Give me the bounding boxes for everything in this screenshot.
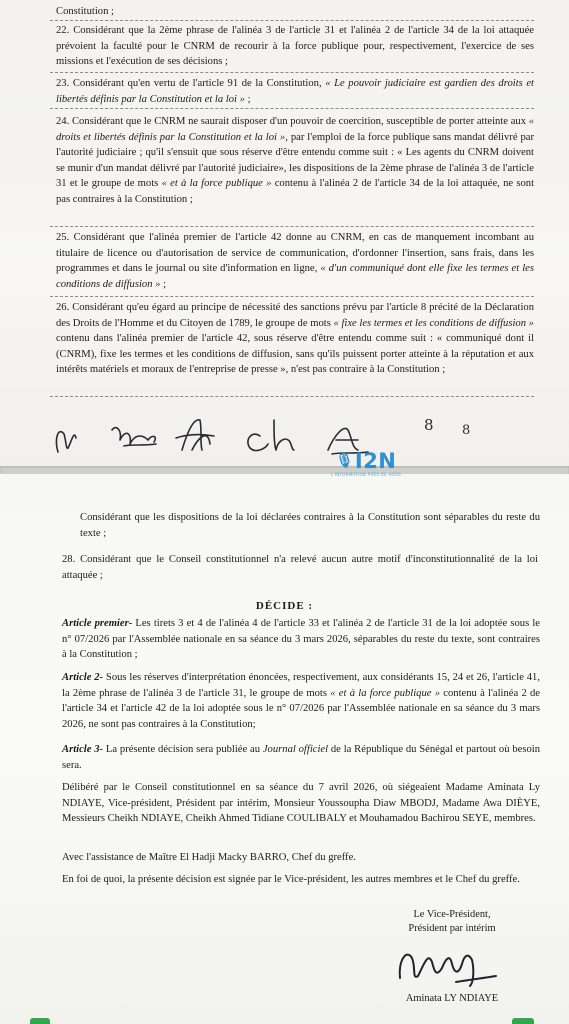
separator-line <box>50 396 534 397</box>
paragraph-24 <box>56 114 534 208</box>
article-label: Article premier- <box>62 618 133 629</box>
initial-mark-2 <box>112 428 156 446</box>
screen-edge-right <box>512 1018 534 1024</box>
deliberation-paragraph <box>62 780 540 827</box>
quote-text: « et à la force publique » <box>330 687 441 699</box>
quote-text: « d'un communiqué dont elle fixe les termes et les conditions de diffusion » <box>56 263 534 290</box>
text-run: 26. Considérant qu'eu égard au principe de nécessité des sanctions prévu par l'article 8 précité de la Déclaration des Droits de l'Homme et du Citoyen de 1789, le groupe de mots <box>56 302 534 329</box>
logo-tagline: L'INFORMATION PRÈS DE VOUS <box>330 472 402 477</box>
separator-line <box>50 20 534 21</box>
paragraph-23 <box>56 76 534 107</box>
paragraph-constitution-tail <box>56 4 536 20</box>
i2n-logo <box>330 450 402 486</box>
paragraph-text: 22. Considérant que la 2ème phrase de l'alinéa 3 de l'article 31 et l'alinéa 2 de l'article 34 de la loi attaquée prévoient la faculté pour le CNRM de recourir à la force publique pour, respectivement, l'exercice de ses missions et l'exécution de ses décisions ; <box>56 25 534 68</box>
quote-text: « et à la force publique » <box>161 178 272 190</box>
text-run: ; <box>160 278 167 290</box>
separator-line <box>50 296 534 297</box>
paragraph-25 <box>56 230 534 292</box>
initial-mark-3 <box>176 420 214 450</box>
assistance-paragraph <box>62 850 540 866</box>
text-run: Sous les réserves d'interprétation énoncées, respectivement, aux considérants 15, 24 et 26, l'article 41, la 2ème phrase de l'alinéa 3 de l'article 31, le groupe de mots <box>62 672 540 699</box>
article-label: Article 2- <box>62 672 104 683</box>
separator-line <box>50 72 534 73</box>
document-page-1 <box>0 0 569 468</box>
signatory-subtitle: Président par intérim <box>408 923 496 934</box>
paragraph-text <box>56 76 534 107</box>
paragraph-text <box>62 670 540 732</box>
signatory-title: Le Vice-Président, <box>413 909 491 920</box>
text-run: La présente décision sera publiée au <box>103 744 263 755</box>
paragraph-28 <box>62 552 538 583</box>
paragraph-27 <box>80 510 540 541</box>
paragraph-text <box>62 742 540 773</box>
paragraph-text: Constitution ; <box>56 6 114 17</box>
text-run: , par l'emploi de la force publique sans mandat délivré par l'autorité judiciaire ; qu'il s'ensuit que sous réserve d'être entendu comme suit : « Les agents du CNRM doivent se munir d'un mandat délivré par l'autorité judiciaire», les dispositions de la 2ème phrase de l'alinéa 3 de l'article 31 et le groupe de mots <box>56 131 534 190</box>
article-1 <box>62 616 540 663</box>
logo-text: I2N <box>354 449 397 473</box>
decide-heading: DÉCIDE : <box>255 600 314 612</box>
paragraph-text: Avec l'assistance de Maître El Hadji Macky BARRO, Chef du greffe. <box>62 852 356 863</box>
article-3 <box>62 742 540 773</box>
paragraph-text: 28. Considérant que le Conseil constitutionnel n'a relevé aucun autre motif d'inconstitutionnalité de la loi attaquée ; <box>62 554 538 581</box>
paragraph-text: En foi de quoi, la présente décision est signée par le Vice-président, les autres membres et le Chef du greffe. <box>62 874 520 885</box>
paragraph-26 <box>56 300 534 378</box>
paragraph-text <box>56 114 534 208</box>
paragraph-text <box>56 300 534 378</box>
document-page-2 <box>0 474 569 1024</box>
separator-line <box>50 226 534 227</box>
logo-mark <box>330 450 402 472</box>
screen-edge-left <box>30 1018 50 1024</box>
initial-mark-4 <box>248 420 294 451</box>
text-run: contenu à l'alinéa 2 de l'article 34 et l'article 42 de la loi adoptée sous le n° 07/2026 par l'Assemblée nationale en sa séance du 3 mars 2026, ne sont pas contraires à la Constitution; <box>62 687 540 730</box>
microphone-icon: 🎙 <box>335 453 354 469</box>
initial-number: 8 <box>424 416 434 434</box>
paragraph-22 <box>56 23 534 70</box>
separator-line <box>50 108 534 109</box>
initial-number: 8 <box>462 423 471 438</box>
signature-statement <box>62 872 540 888</box>
handwritten-initials <box>52 400 522 460</box>
text-run: Les tirets 3 et 4 de l'alinéa 4 de l'article 33 et l'alinéa 2 de l'article 31 de la loi adoptée sous le n° 07/2026 par l'Assemblée nationale en sa séance du 3 mars 2026, séparables du reste du texte, sont contraires à la Constitution ; <box>62 618 540 661</box>
paragraph-text <box>62 616 540 663</box>
text-run: ; <box>244 93 251 105</box>
quote-text: « fixe les termes et les conditions de diffusion » <box>333 317 534 329</box>
handwritten-signature <box>392 938 502 988</box>
signatory-name: Aminata LY NDIAYE <box>405 993 499 1004</box>
paragraph-text <box>56 230 534 292</box>
text-run: 25. Considérant que l'alinéa premier de l'article 42 donne au CNRM, en cas de manquement incombant au titulaire de licence ou d'autorisation de service de communication, d'ordonner l'insertion, sans frais, dans les programmes et dans le journal ou site d'information en ligne, <box>56 232 534 275</box>
paragraph-text: Délibéré par le Conseil constitutionnel en sa séance du 7 avril 2026, où siégeaient Madame Aminata Ly NDIAYE, Vice-président, Président par intérim, Monsieur Youssoupha Diaw MBODJ, Madame Awa DIÈYE, Messieurs Cheikh NDIAYE, Cheikh Ahmed Tidiane COULIBALY et Mouhamadou Bachirou SEYE, membres. <box>62 782 540 825</box>
journal-name: Journal officiel <box>262 744 329 755</box>
article-2 <box>62 670 540 732</box>
initial-mark-1 <box>56 432 76 452</box>
text-run: 24. Considérant que le CNRM ne saurait disposer d'un pouvoir de coercition, susceptible de porter atteinte aux <box>56 116 529 127</box>
paragraph-text: Considérant que les dispositions de la loi déclarées contraires à la Constitution sont séparables du reste du texte ; <box>80 512 540 539</box>
text-run: de la République du Sénégal et partout où besoin sera. <box>62 744 540 771</box>
text-run: contenu à l'alinéa 2 de l'article 34 de la loi attaquée, ne sont pas contraires à la Constitution ; <box>56 178 535 205</box>
text-run: 23. Considérant qu'en vertu de l'article 91 de la Constitution, <box>56 78 326 89</box>
quote-text: « droits et libertés définis par la Constitution et la loi » <box>56 116 534 143</box>
quote-text: « Le pouvoir judiciaire est gardien des droits et libertés définis par la Constitution et la loi » <box>56 78 534 105</box>
signature-block <box>372 908 532 936</box>
text-run: contenu dans l'alinéa premier de l'article 42, sous réserve d'être entendu comme suit : « communiqué dont il (CNRM), fixe les termes et les conditions de diffusion, sans qu'ils puissent porter atteinte à la réputation et aux intérêts matériels et moraux de l'entreprise de presse », n'est pas contraire à la Constitution ; <box>56 333 534 376</box>
article-label: Article 3- <box>62 744 104 755</box>
